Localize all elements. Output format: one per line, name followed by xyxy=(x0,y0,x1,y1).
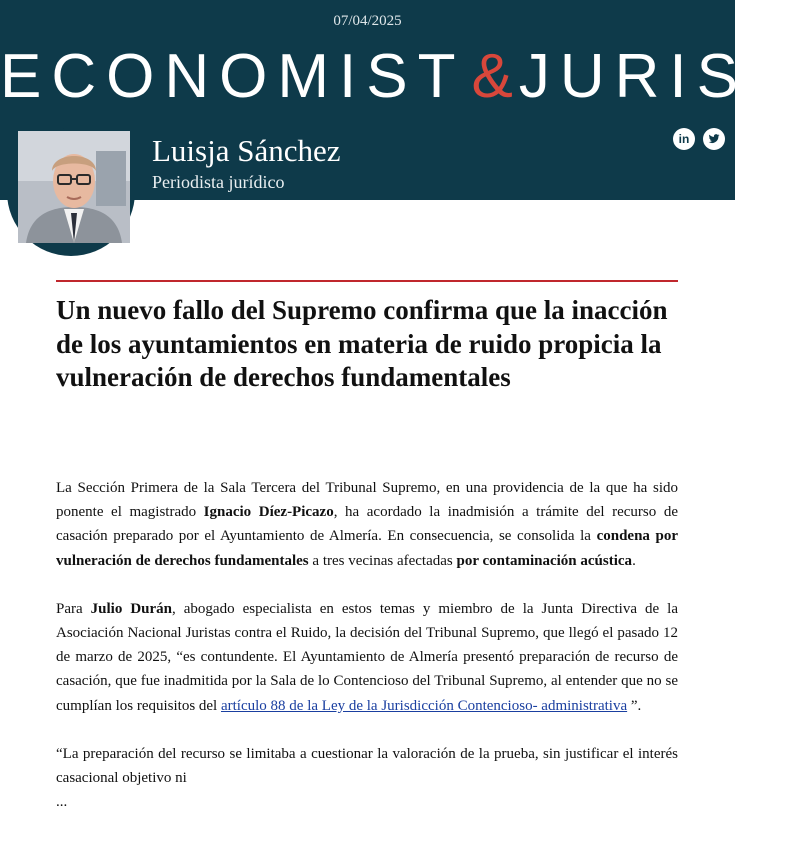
article-headline: Un nuevo fallo del Supremo confirma que la inacción de los ayuntamientos en materia de ruido propicia la vulneración de derechos fundamentales xyxy=(56,295,668,392)
bold-phrase-contaminacion: por contaminación acústica xyxy=(456,552,633,569)
author-photo xyxy=(18,131,130,243)
text-run: Para xyxy=(56,600,91,617)
twitter-bird-icon xyxy=(703,128,725,150)
text-run: La Sección Primera de la Sala Tercera del Tribunal Supremo, en una providencia de la que ha sido ponente el magistrado xyxy=(56,480,678,521)
bold-phrase-condena: condena por vulneración de derechos fundamentales xyxy=(56,528,678,569)
law-article-link[interactable]: artículo 88 de la Ley de la Jurisdicción Contencioso- administrativa xyxy=(220,697,628,714)
text-run: , abogado especialista en estos temas y miembro de la Junta Directiva de la Asociación Nacional Juristas contra el Ruido, la decisión del Tribunal Supremo, que llegó el pasado 12 de marzo de 2025, “es contundente. El Ayuntamiento de Almería presentó preparación de recurso de casación, que fue inadmitida por la Sala de lo Contencioso del Tribunal Supremo, al entender que no se cumplían los requisitos del xyxy=(56,600,678,714)
brand-logo-left: ECONOMIST xyxy=(0,42,466,111)
truncation-ellipsis: ... xyxy=(56,794,68,811)
author-name: Luisja Sánchez xyxy=(152,133,341,168)
brand-logo-right: JURIST xyxy=(518,42,796,111)
linkedin-icon[interactable]: in xyxy=(673,128,695,150)
article-paragraph-3 xyxy=(56,742,678,790)
author-avatar xyxy=(18,131,130,243)
judge-name: Ignacio Díez-Picazo xyxy=(203,504,334,521)
article-paragraph-1 xyxy=(56,476,678,573)
author-role: Periodista jurídico xyxy=(152,172,285,192)
text-run: . xyxy=(632,552,636,569)
text-run: , ha acordado la inadmisión a trámite del recurso de casación preparado por el Ayuntamiento de Almería. En consecuencia, se consolida la xyxy=(56,504,678,545)
article-body xyxy=(56,476,678,814)
twitter-icon[interactable] xyxy=(703,128,725,150)
headline-divider xyxy=(56,280,678,282)
publication-date: 07/04/2025 xyxy=(333,13,402,29)
text-run: ”. xyxy=(627,697,642,714)
lawyer-name: Julio Durán xyxy=(90,600,173,617)
text-run: a tres vecinas afectadas xyxy=(308,552,457,569)
article-paragraph-2 xyxy=(56,597,678,718)
brand-logo[interactable] xyxy=(0,42,796,111)
brand-logo-ampersand: & xyxy=(471,42,513,111)
text-run: “La preparación del recurso se limitaba a cuestionar la valoración de la prueba, sin justificar el interés casacional objetivo ni xyxy=(56,745,678,787)
